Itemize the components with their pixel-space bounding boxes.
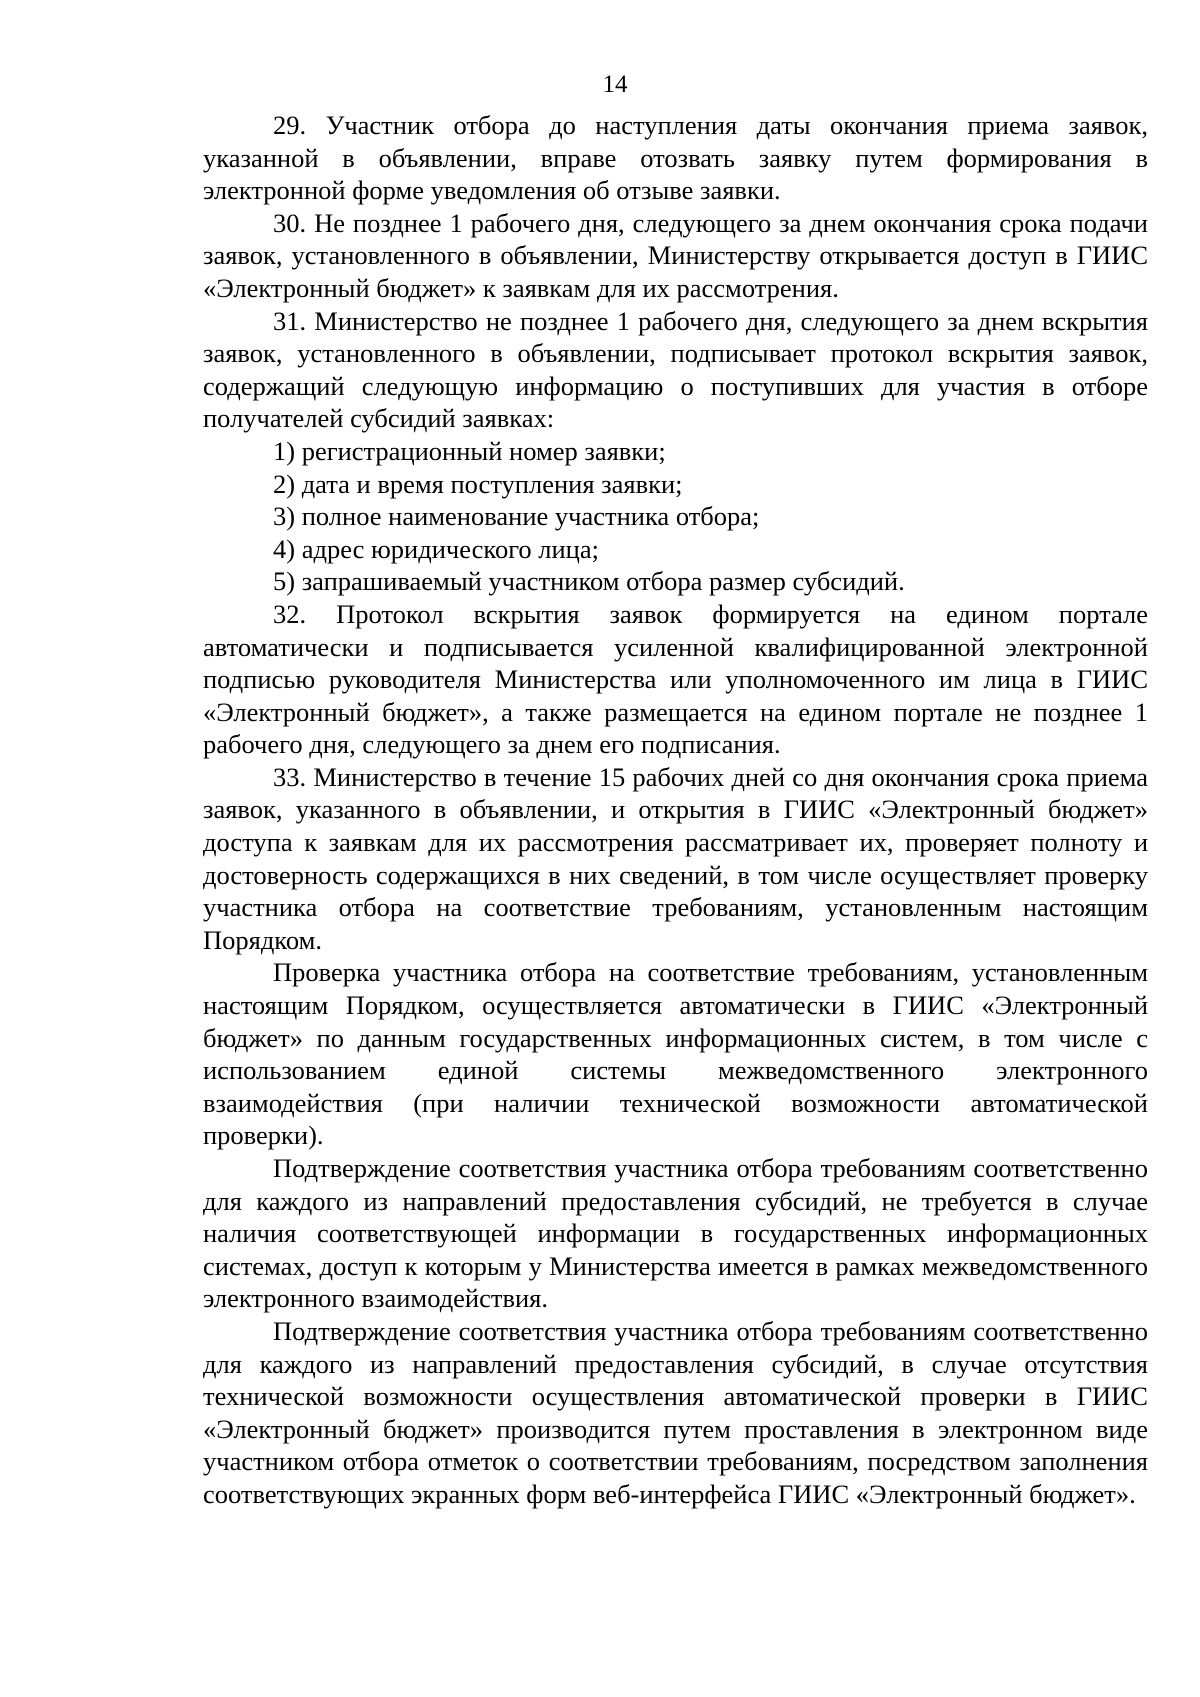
- list-item: 2) дата и время поступления заявки;: [273, 468, 683, 499]
- document-body: [203, 109, 1148, 1511]
- list-item: 4) адрес юридического лица;: [273, 533, 599, 564]
- paragraph-33: 33. Министерство в течение 15 рабочих дней со дня окончания срока приема заявок, указанного в объявлении, и открытия в ГИИС «Электронный бюджет» доступа к заявкам для их рассмотрения рассматривает их, проверяет полноту и достоверность содержащихся в них сведений, в том числе осуществляет проверку участника отбора на соответствие требованиям, установленным настоящим Порядком.: [203, 761, 1148, 955]
- paragraph-30: 30. Не позднее 1 рабочего дня, следующего за днем окончания срока подачи заявок, установленного в объявлении, Министерству открывается доступ в ГИИС «Электронный бюджет» к заявкам для их рассмотрения.: [203, 207, 1148, 303]
- paragraph-29: 29. Участник отбора до наступления даты окончания приема заявок, указанной в объявлении, вправе отозвать заявку путем формирования в электронной форме уведомления об отзыве заявки.: [203, 110, 1148, 206]
- paragraph-confirmation-manual: Подтверждение соответствия участника отбора требованиям соответственно для каждого из направлений предоставления субсидий, в случае отсутствия технической возможности осуществления автоматической проверки в ГИИС «Электронный бюджет» производится путем проставления в электронном виде участником отбора отметок о соответствии требованиям, посредством заполнения соответствующих экранных форм веб-интерфейса ГИИС «Электронный бюджет».: [203, 1315, 1148, 1509]
- paragraph-32: 32. Протокол вскрытия заявок формируется на едином портале автоматически и подписывается усиленной квалифицированной электронной подписью руководителя Министерства или уполномоченного им лица в ГИИС «Электронный бюджет», а также размещается на едином портале не позднее 1 рабочего дня, следующего за днем его подписания.: [203, 598, 1148, 760]
- paragraph-verification: Проверка участника отбора на соответствие требованиям, установленным настоящим Порядком, осуществляется автоматически в ГИИС «Электронный бюджет» по данным государственных информационных систем, в том числе с использованием единой системы межведомственного электронного взаимодействия (при наличии технической возможности автоматической проверки).: [203, 957, 1148, 1151]
- list-item: 3) полное наименование участника отбора;: [273, 501, 760, 532]
- paragraph-31: 31. Министерство не позднее 1 рабочего дня, следующего за днем вскрытия заявок, установленного в объявлении, подписывает протокол вскрытия заявок, содержащий следующую информацию о поступивших для участия в отборе получателей субсидий заявках:: [203, 305, 1148, 434]
- paragraph-confirmation-not-required: Подтверждение соответствия участника отбора требованиям соответственно для каждого из направлений предоставления субсидий, не требуется в случае наличия соответствующей информации в государственных информационных системах, доступ к которым у Министерства имеется в рамках межведомственного электронного взаимодействия.: [203, 1153, 1148, 1314]
- list-item: 5) запрашиваемый участником отбора размер субсидий.: [273, 566, 905, 597]
- page-number: 14: [602, 71, 628, 98]
- list-item: 1) регистрационный номер заявки;: [273, 435, 666, 466]
